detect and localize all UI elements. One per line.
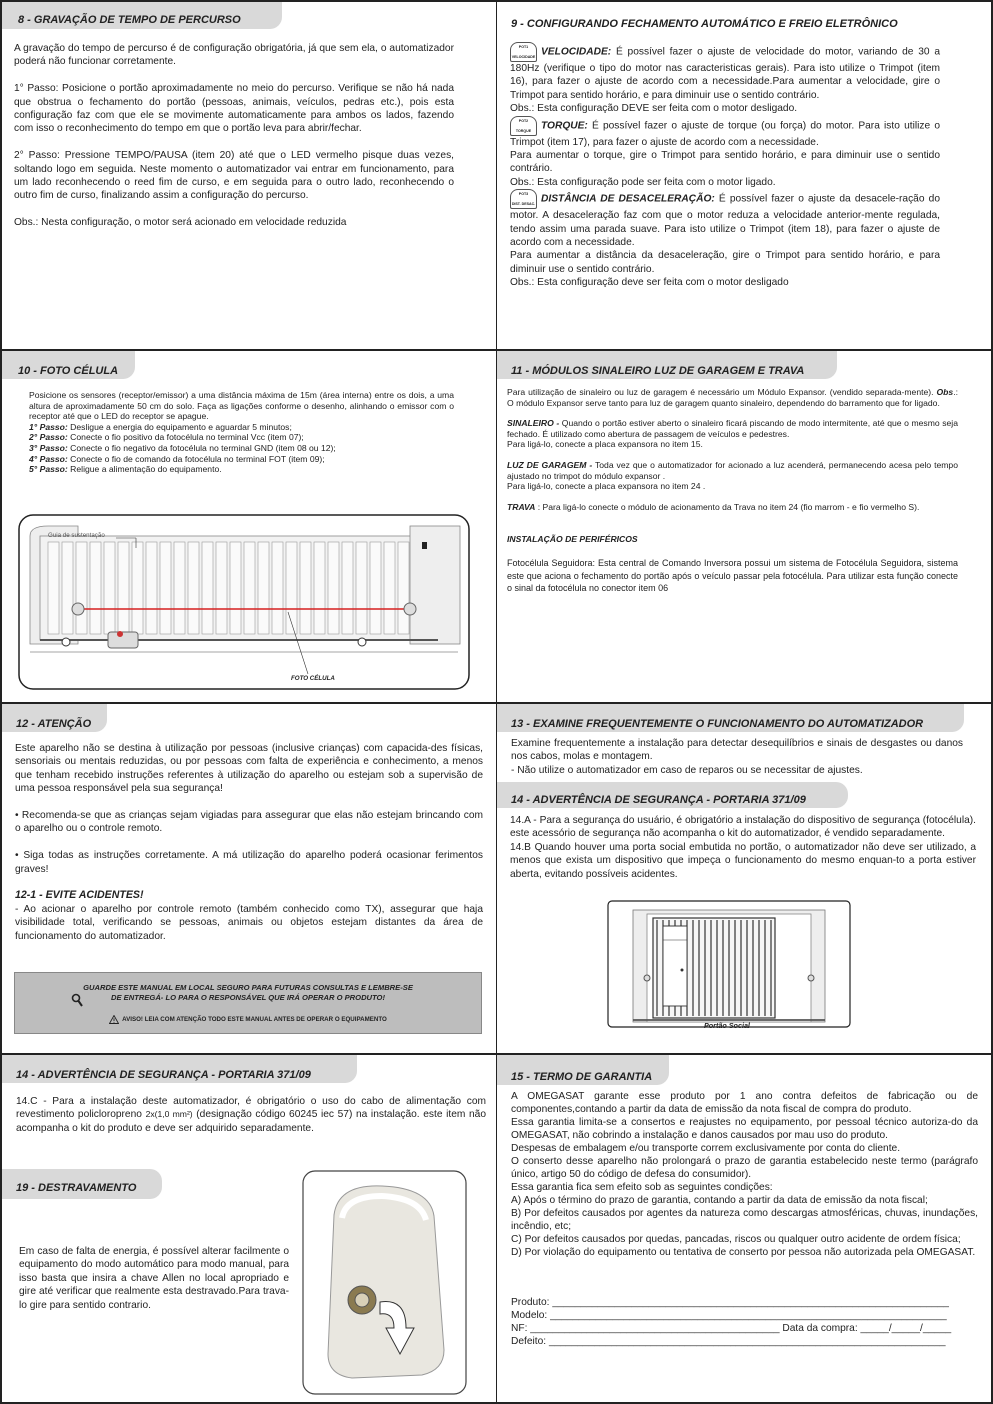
magnifier-icon	[71, 993, 83, 1007]
badge-label: TORQUE	[515, 128, 532, 133]
paragraph: 14.B Quando houver uma porta social embutida no portão, o automatizador não deve ser utilizado, a menos que exista um dispositivo que impeça o funcionamento do mesmo enquan-to a porta estiver aberta, evitando possíveis acidentes.	[510, 841, 976, 880]
section-12-title: 12 - ATENÇÃO	[2, 704, 107, 732]
banner-warning	[15, 1015, 481, 1024]
gate-bar	[160, 542, 171, 634]
step-item	[29, 443, 454, 454]
text: Para utilização de sinaleiro ou luz de garagem é necessário um Módulo Expansor. (vendido separada-mente).	[507, 387, 937, 397]
section-15-title: 15 - TERMO DE GARANTIA	[497, 1055, 669, 1085]
text: (designação código 60245 iec 57) na instalação. este item não acompanha o kit do produto e deve ser adquirido separadamente.	[16, 1109, 486, 1134]
section-10-panel	[0, 350, 497, 703]
banner-text	[15, 983, 481, 1002]
step-item	[29, 432, 454, 443]
warranty-line: Essa garantia fica sem efeito sob as seguintes condições:	[511, 1182, 773, 1193]
paragraph: Examine frequentemente a instalação para detectar desequilíbrios e sinais de desgastes ou danos nos cabos, molas e montagem.	[511, 738, 963, 763]
paragraph: - Não utilize o automatizador em caso de reparos ou se necessitar de ajustes.	[511, 764, 863, 776]
paragraph	[507, 460, 958, 481]
trava-label: TRAVA	[507, 501, 536, 512]
section-15-panel	[496, 1054, 993, 1404]
step-item	[29, 464, 454, 475]
gate-bar	[286, 542, 297, 634]
torque-text: É possível fazer o ajuste de torque (ou força) do motor. Para isto utilize o Trimpot (item 17), para fazer o ajuste de acordo com a necessidade.	[510, 120, 940, 148]
paragraph: Para ligá-lo, conecte a placa expansora no item 24 .	[507, 481, 706, 492]
paragraph	[507, 387, 958, 408]
paragraph	[16, 1095, 486, 1135]
gate-bar	[132, 542, 143, 634]
section-15-body	[511, 1090, 978, 1259]
paragraph	[510, 42, 940, 102]
paragraph: Obs.: Nesta configuração, o motor será acionado em velocidade reduzida	[14, 217, 347, 229]
text: Quando o portão estiver aberto o sinaleiro ficará piscando de modo intermitente, até que o mesmo seja fechado. É utilizado como abertura de passagem de veículos e pedestres.	[507, 418, 958, 439]
gate-bar	[216, 542, 227, 634]
velocidade-text: É possível fazer o ajuste de velocidade do motor, variando de 30 a 180Hz (verifique o tipo do motor nas caracteristicas gerais). Para isto utilize o Trimpot (item 16), para fazer o ajuste de acordo com a necessidade.Para aumentar a velocidade, gire o Trimpot para sentido horário, e para diminuir use o sentido contrário.	[510, 46, 940, 101]
section-9-panel	[496, 0, 993, 350]
paragraph: Obs.: Esta configuração pode ser feita com o motor ligado.	[510, 176, 776, 188]
badge-label: DIST. DESAC.	[511, 202, 536, 207]
text: 14.C - Para a instalação deste automatizador, é obrigatório o uso do cabo de alimentação com revestimento policloropreno	[16, 1096, 486, 1121]
sinaleiro-label: SINALEIRO -	[507, 418, 560, 429]
section-11-panel	[496, 350, 993, 703]
step-label: 4° Passo:	[29, 453, 68, 464]
gate-bar	[146, 542, 157, 634]
portao-social-diagram	[607, 900, 851, 1028]
manual-banner	[14, 972, 482, 1034]
paragraph: Em caso de falta de energia, é possível alterar facilmente o equipamento do modo automático para modo manual, para isso basta que insira a chave Allen no local apropriado e gire até verificar que realmente esta destravado.Para trava-lo gire para sentido contrario.	[19, 1246, 289, 1311]
warranty-line: Despesas de embalagem e/ou transporte correm exclusivamente por conta do cliente.	[511, 1143, 901, 1154]
paragraph: Para ligá-lo, conecte a placa expansora no item 15.	[507, 439, 703, 450]
section-10-title: 10 - FOTO CÉLULA	[2, 351, 135, 379]
gate-bar	[370, 542, 381, 634]
step-item	[29, 454, 454, 465]
gate-bar	[384, 542, 395, 634]
section-12-panel	[0, 703, 497, 1054]
desaceleracao-label: DISTÂNCIA DE DESACELERAÇÃO:	[541, 193, 715, 205]
step-label: 3° Passo:	[29, 442, 68, 453]
foto-celula-label: FOTO CÉLULA	[291, 675, 335, 682]
obs-label: Obs	[936, 387, 954, 397]
warranty-line: Essa garantia limita-se a consertos e reajustes no equipamento, por pessoal técnico autoriza-do da OMEGASAT, não cobrindo a instalação e danos causados por mau uso do produto.	[511, 1117, 978, 1141]
gate-bar	[118, 542, 129, 634]
section-11-title: 11 - MÓDULOS SINALEIRO LUZ DE GARAGEM E TRAVA	[497, 351, 837, 379]
section-19-body	[19, 1245, 289, 1312]
instalacao-title: INSTALAÇÃO DE PERIFÉRICOS	[507, 534, 638, 545]
gate-bar	[328, 542, 339, 634]
section-9-title: 9 - CONFIGURANDO FECHAMENTO AUTOMÁTICO E FREIO ELETRÔNICO	[497, 2, 962, 33]
section-14a-body	[510, 814, 976, 881]
warranty-line: D) Por violação do equipamento ou tentativa de conserto por pessoa não autorizada pela OMEGASAT.	[511, 1247, 976, 1258]
step-text: Conecte o fio de comando da fotocélula no terminal FOT (item 09);	[67, 453, 325, 464]
warranty-line: C) Por defeitos causados por quedas, pancadas, riscos ou qualquer outro acidente de ordem física;	[511, 1234, 961, 1245]
step-item	[29, 422, 454, 433]
section-9-body	[510, 42, 940, 290]
motor-release-illustration	[302, 1170, 467, 1395]
subsection-title: 12-1 - EVITE ACIDENTES!	[15, 889, 144, 902]
section-14c-panel	[0, 1054, 497, 1404]
step-label: 1° Passo:	[29, 421, 68, 432]
section-8-body	[14, 42, 454, 230]
section-14c-title: 14 - ADVERTÊNCIA DE SEGURANÇA - PORTARIA 371/09	[2, 1055, 357, 1083]
step-text: Conecte o fio negativo da fotocélula no terminal GND (item 08 ou 12);	[67, 442, 336, 453]
paragraph: - Ao acionar o aparelho por controle remoto (também conhecido como TX), assegurar que haja visibilidade total, verificando se pessoas, animais ou objetos estejam distantes da área de funcionamento do automatizador.	[15, 903, 483, 942]
banner-line: GUARDE ESTE MANUAL EM LOCAL SEGURO PARA FUTURAS CONSULTAS E LEMBRE-SE	[83, 983, 413, 992]
gate-bar	[244, 542, 255, 634]
paragraph: 2° Passo: Pressione TEMPO/PAUSA (item 20) até que o LED vermelho pisque duas vezes, soltando logo em seguida. Neste momento o automatizador vai entrar em funcionamento, para um lado reconhecendo o reed fim de curso, e em seguida para o outro lado, reconhecendo o outro fim de curso, finalizando assim a configuração do percurso.	[14, 150, 454, 202]
section-13-body	[511, 737, 963, 777]
warranty-line: O conserto desse aparelho não prolongará o prazo de garantia estabelecido neste termo (parágrafo único, artigo 50 do código de defesa do consumidor).	[511, 1156, 978, 1180]
badge-label: POT3	[518, 192, 529, 197]
paragraph: Fotocélula Seguidora: Esta central de Comando Inversora possui um sistema de Fotocélula Seguidora, sistema este que aciona o fechamento do portão após o veículo passar pela fotocélula. Para utilizar esta função conecte o sinal da fotocélula no conector item 06	[507, 557, 958, 594]
text: : Para ligá-lo conecte o módulo de acionamento da Trava no item 24 (fio marrom - e fio vermelho S).	[535, 501, 920, 512]
gate-bar	[48, 542, 59, 634]
paragraph: Obs.: Esta configuração deve ser feita com o motor desligado	[510, 277, 789, 289]
steps-list	[29, 422, 454, 475]
step-text: Religue a alimentação do equipamento.	[67, 464, 222, 475]
step-label: 2° Passo:	[29, 432, 68, 443]
section-10-body	[29, 390, 454, 475]
section-14c-body	[16, 1095, 486, 1135]
gate-bar	[300, 542, 311, 634]
badge-label: POT1	[518, 45, 529, 49]
paragraph: 1° Passo: Posicione o portão aproximadamente no meio do percurso. Verifique se não há nada que obstrua o fechamento do portão (pessoas, animais, veículos, pedras etc.), pois esta configuração faz com que ele se movimente automaticamente para ambos os lados, fazendo com isso o reconhecimento do tempo em que o portão leva para abrir/fechar.	[14, 83, 454, 135]
paragraph: Para aumentar o torque, gire o Trimpot para sentido horário, e para diminuir use o sentido contrário.	[510, 150, 940, 175]
text: .: O módulo Expansor serve tanto para luz de garagem quanto sinaleiro, dependendo do barramento que for ligado.	[507, 387, 958, 408]
badge-label: POT2	[518, 118, 529, 123]
section-13-panel	[496, 703, 993, 1054]
section-8-panel	[0, 0, 497, 350]
paragraph: 14.A - Para a segurança do usuário, é obrigatório a instalação do dispositivo de segurança (fotocélula). este acessório de segurança não acompanha o kit do automatizador, é vendido separadamente.	[510, 815, 976, 840]
step-text: Desligue a energia do equipamento e aguardar 5 minutos;	[67, 421, 292, 432]
step-label: 5° Passo:	[29, 464, 68, 475]
gate-bar	[230, 542, 241, 634]
paragraph	[510, 189, 940, 249]
gate-bar	[314, 542, 325, 634]
gate-bar	[76, 542, 87, 634]
gate-bar	[272, 542, 283, 634]
gate-bar	[258, 542, 269, 634]
paragraph: • Recomenda-se que as crianças sejam vigiadas para assegurar que elas não estejam brincando com o aparelho ou o controle remoto.	[15, 810, 483, 835]
desaceleracao-text: É possível fazer o ajuste da desacele-ração do motor. A desaceleração faz com que o motor reduza a velocidade anterior-mente regulada, tendo assim uma parada suave. Para isto utilize o Trimpot (item 18), para fazer o ajuste de acordo com a necessidade.	[510, 193, 940, 249]
section-8-title: 8 - GRAVAÇÃO DE TEMPO DE PERCURSO	[2, 2, 282, 29]
paragraph: A gravação do tempo de percurso é de configuração obrigatória, já que sem ela, o automatizador poderá não funcionar corretamente.	[14, 43, 454, 68]
paragraph: Este aparelho não se destina à utilização por pessoas (inclusive crianças) com capacida-des físicas, sensoriais ou mentais reduzidas, ou por pessoas com falta de experiência e conhecimento, a menos que tenham recebido instruções referentes à utilização do aparelho ou estejam sob a supervisão de uma pessoa responsável pela sua segurança!	[15, 743, 483, 795]
guide-label: Guia de sustentação	[48, 532, 105, 539]
paragraph: Obs.: Esta configuração DEVE ser feita com o motor desligado.	[510, 103, 798, 115]
velocidade-label: VELOCIDADE:	[541, 46, 612, 58]
paragraph: Para aumentar a distância da desaceleração, gire o Trimpot para sentido horário, e para diminuir use o sentido contrário.	[510, 250, 940, 275]
defeito-field[interactable]: Defeito: ______________________________________________________________________	[511, 1336, 946, 1347]
trimpot-torque-icon	[510, 116, 537, 136]
paragraph: • Siga todas as instruções corretamente. A má utilização do aparelho poderá ocasionar ferimentos graves!	[15, 850, 483, 875]
section-19-title: 19 - DESTRAVAMENTO	[2, 1169, 162, 1199]
warranty-line: A) Após o término do prazo de garantia, contando a partir da data de emissão da nota fiscal;	[511, 1195, 928, 1206]
warranty-line: B) Por defeitos causados por agentes da natureza como descargas atmosféricas, chuvas, inundações, incêndio, etc;	[511, 1208, 978, 1232]
section-13-title: 13 - EXAMINE FREQUENTEMENTE O FUNCIONAMENTO DO AUTOMATIZADOR	[497, 704, 964, 732]
step-text: Conecte o fio positivo da fotocélula no terminal Vcc (item 07);	[67, 432, 304, 443]
gate-bar	[356, 542, 367, 634]
gate-bar	[90, 542, 101, 634]
gate-bar	[62, 542, 73, 634]
badge-label: VELOCIDADE	[511, 55, 536, 59]
warranty-form	[511, 1296, 978, 1348]
luz-garagem-label: LUZ DE GARAGEM -	[507, 459, 593, 470]
portao-social-caption: Portão Social	[704, 1021, 750, 1030]
modelo-field[interactable]: Modelo: ______________________________________________________________________	[511, 1310, 947, 1321]
section-12-body	[15, 742, 483, 943]
paragraph: Posicione os sensores (receptor/emissor) a uma distância máxima de 15m (área interna) entre os dois, a uma altura de aproximadamente 50 cm do solo. Faça as ligações conforme o desenho, alinhando o emissor com o receptor até que o LED do receptor se apague.	[29, 390, 454, 422]
nf-field[interactable]: NF: ____________________________________________ Data da compra: _____/_____/_____	[511, 1323, 952, 1334]
gate-bar	[174, 542, 185, 634]
trimpot-velocidade-icon	[510, 42, 537, 62]
cable-spec: 2x(1,0 mm²)	[145, 1109, 193, 1120]
gate-bar	[188, 542, 199, 634]
gate-bar	[202, 542, 213, 634]
text: Toda vez que o automatizador for acionado a luz acenderá, permanecendo acesa pelo tempo ajustado no trimpot do módulo expansor .	[507, 459, 958, 481]
warranty-line: A OMEGASAT garante esse produto por 1 ano contra defeitos de fabricação ou de componentes,contando a partir da data de emissão da nota fiscal de compra do produto.	[511, 1091, 978, 1115]
gate-bar	[342, 542, 353, 634]
trimpot-desaceleracao-icon	[510, 189, 537, 209]
section-14a-title: 14 - ADVERTÊNCIA DE SEGURANÇA - PORTARIA 371/09	[497, 782, 848, 808]
warning-icon	[109, 1015, 119, 1024]
photocell-gate-diagram	[18, 514, 470, 691]
section-11-body	[507, 387, 958, 595]
banner-line: DE ENTREGÁ- LO PARA O RESPONSÁVEL QUE IRÁ OPERAR O PRODUTO!	[111, 992, 385, 1002]
banner-line: AVISO! LEIA COM ATENÇÃO TODO ESTE MANUAL ANTES DE OPERAR O EQUIPAMENTO	[122, 1016, 387, 1024]
produto-field[interactable]: Produto: ______________________________________________________________________	[511, 1297, 949, 1308]
paragraph	[507, 502, 958, 513]
paragraph	[507, 418, 958, 439]
gate-bar	[104, 542, 115, 634]
torque-label: TORQUE:	[541, 120, 588, 132]
paragraph	[510, 116, 940, 149]
gate-bar	[398, 542, 409, 634]
